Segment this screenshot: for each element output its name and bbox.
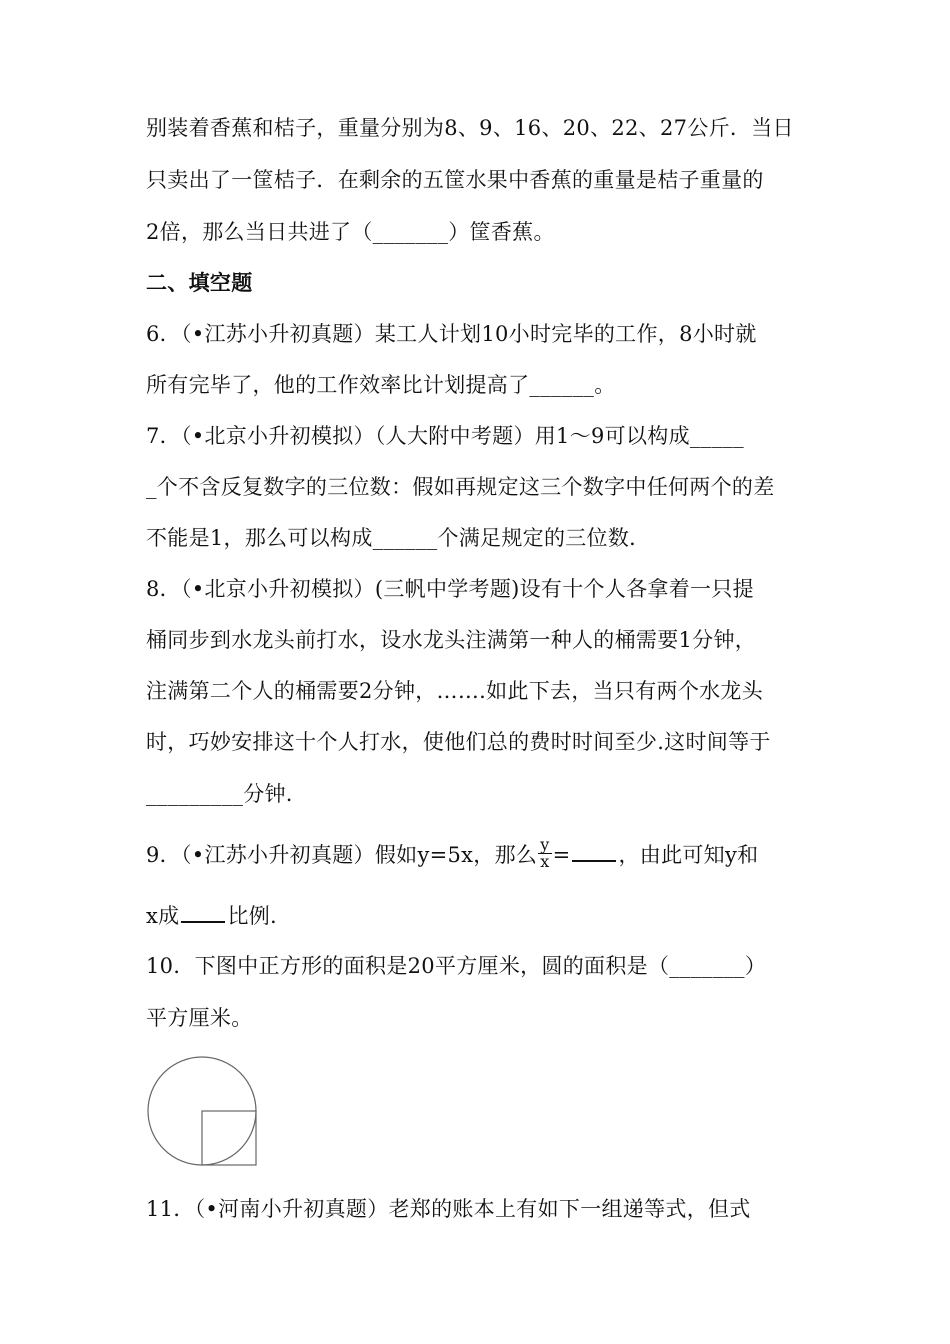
question-9-line (146, 835, 759, 873)
answer-blank (572, 838, 616, 862)
question-8-line: 桶同步到水龙头前打水，设水龙头注满第一种人的桶需要1分钟， (146, 628, 757, 652)
question-10-line: 10．下图中正方形的面积是20平方厘米，圆的面积是（_______） (146, 954, 767, 978)
text-line: 别装着香蕉和桔子，重量分别为8、9、16、20、22、27公斤．当日 (146, 116, 794, 140)
question-7-line: _个不含反复数字的三位数：假如再规定这三个数字中任何两个的差 (146, 475, 775, 499)
question-8-line: 注满第二个人的桶需要2分钟，…….如此下去，当只有两个水龙头 (146, 679, 764, 703)
question-7-line: 不能是1，那么可以构成______个满足规定的三位数． (146, 526, 651, 550)
question-11-line: 11．（•河南小升初真题）老郑的账本上有如下一组递等式，但式 (146, 1197, 751, 1221)
fraction-numerator: y (540, 835, 550, 854)
section-heading: 二、填空题 (146, 271, 253, 295)
question-9-text: ，由此可知y和 (618, 843, 759, 867)
question-9-text: 比例. (227, 904, 278, 928)
fraction-y-over-x (538, 837, 551, 870)
question-6-line: 所有完毕了，他的工作效率比计划提高了______。 (146, 373, 616, 397)
square-shape (202, 1111, 256, 1165)
circle-square-figure (140, 1050, 270, 1180)
question-7-line: 7．（•北京小升初模拟）（人大附中考题）用1～9可以构成_____ (146, 424, 744, 448)
question-6-line: 6．（•江苏小升初真题）某工人计划10小时完毕的工作，8小时就 (146, 322, 757, 346)
question-8-line: 时，巧妙安排这十个人打水，使他们总的费时时间至少.这时间等于 (146, 730, 771, 754)
answer-blank (181, 899, 225, 923)
fraction-denominator: x (538, 853, 551, 870)
text-line: 只卖出了一筐桔子．在剩余的五筐水果中香蕉的重量是桔子重量的 (146, 168, 764, 192)
question-8-line: _________分钟. (146, 782, 293, 806)
question-9-text: 9．（•江苏小升初真题）假如y=5x，那么 (146, 843, 538, 867)
question-8-line: 8．（•北京小升初模拟）(三帆中学考题)设有十个人各拿着一只提 (146, 577, 754, 601)
question-9-line (146, 899, 277, 931)
question-9-text: x成 (146, 904, 180, 928)
equals-sign: = (552, 843, 571, 867)
question-10-line: 平方厘米。 (146, 1006, 253, 1030)
text-line: 2倍，那么当日共进了（_______）筐香蕉。 (146, 220, 555, 244)
